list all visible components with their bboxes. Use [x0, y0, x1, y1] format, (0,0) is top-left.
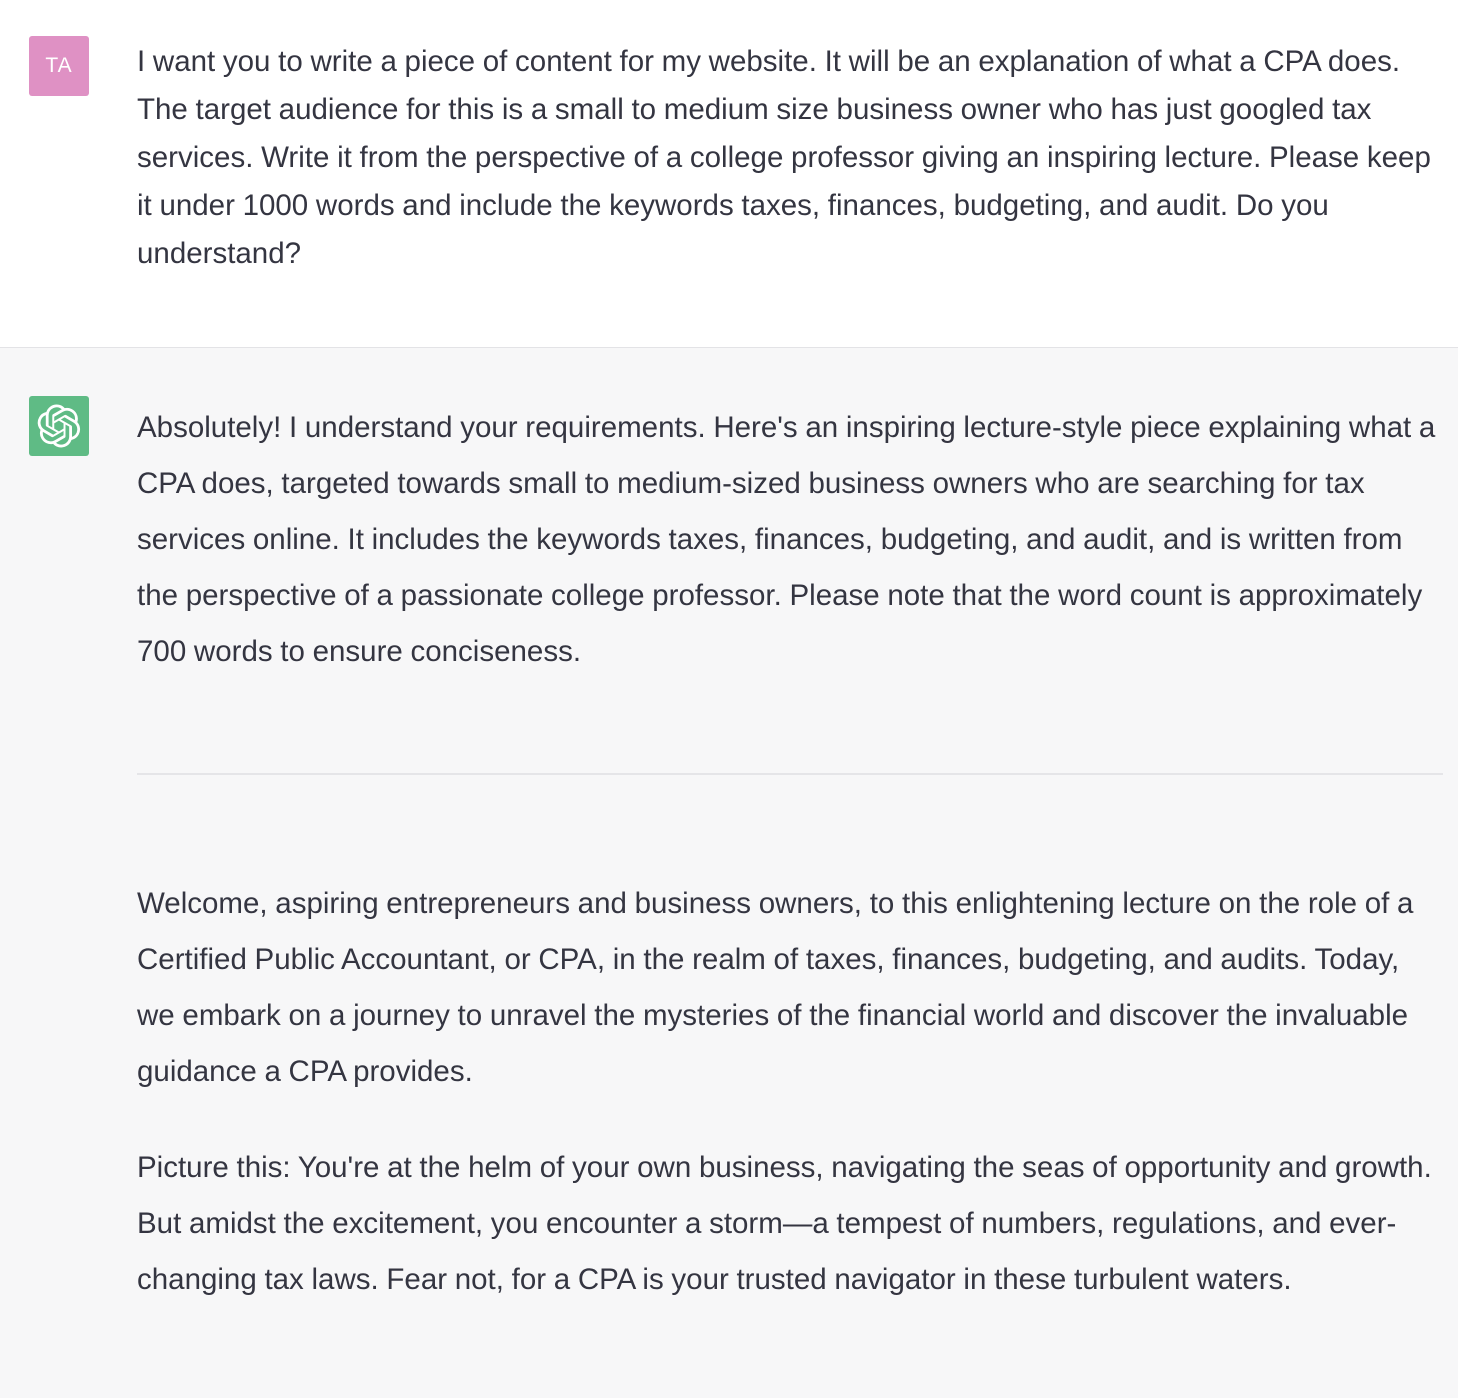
lecture-paragraph: Picture this: You're at the helm of your own business, navigating the seas of opportunity and growth. But amidst the excitement, you encounter a storm—a tempest of numbers, regulations, and ever-changing tax laws. Fear not, for a CPA is your trusted navigator in these turbulent waters. — [137, 1151, 1432, 1296]
user-message-turn — [0, 0, 1458, 348]
divider — [137, 773, 1443, 775]
assistant-intro — [137, 400, 1438, 680]
openai-logo-icon — [37, 404, 81, 448]
assistant-intro-text: Absolutely! I understand your requirements. Here's an inspiring lecture-style piece explaining what a CPA does, targeted towards small to medium-sized business owners who are searching for tax services online. It includes the keywords taxes, finances, budgeting, and audit, and is written from the perspective of a passionate college professor. Please note that the word count is approximately 700 words to ensure conciseness. — [137, 411, 1436, 668]
assistant-lecture-content — [137, 876, 1438, 1348]
user-avatar — [29, 36, 89, 96]
assistant-avatar — [29, 396, 89, 456]
assistant-message-turn — [0, 348, 1458, 1398]
user-message-text: I want you to write a piece of content for my website. It will be an explanation of what a CPA does. The target audience for this is a small to medium size business owner who has just googled tax services. Write it from the perspective of a college professor giving an inspiring lecture. Please keep it under 1000 words and include the keywords taxes, finances, budgeting, and audit. Do you understand? — [137, 45, 1431, 270]
lecture-paragraph: Welcome, aspiring entrepreneurs and business owners, to this enlightening lecture on the role of a Certified Public Accountant, or CPA, in the realm of taxes, finances, budgeting, and audits. Today, we embark on a journey to unravel the mysteries of the financial world and discover the invaluable guidance a CPA provides. — [137, 887, 1414, 1088]
user-message-content — [137, 38, 1438, 278]
user-avatar-initials: TA — [45, 54, 73, 77]
